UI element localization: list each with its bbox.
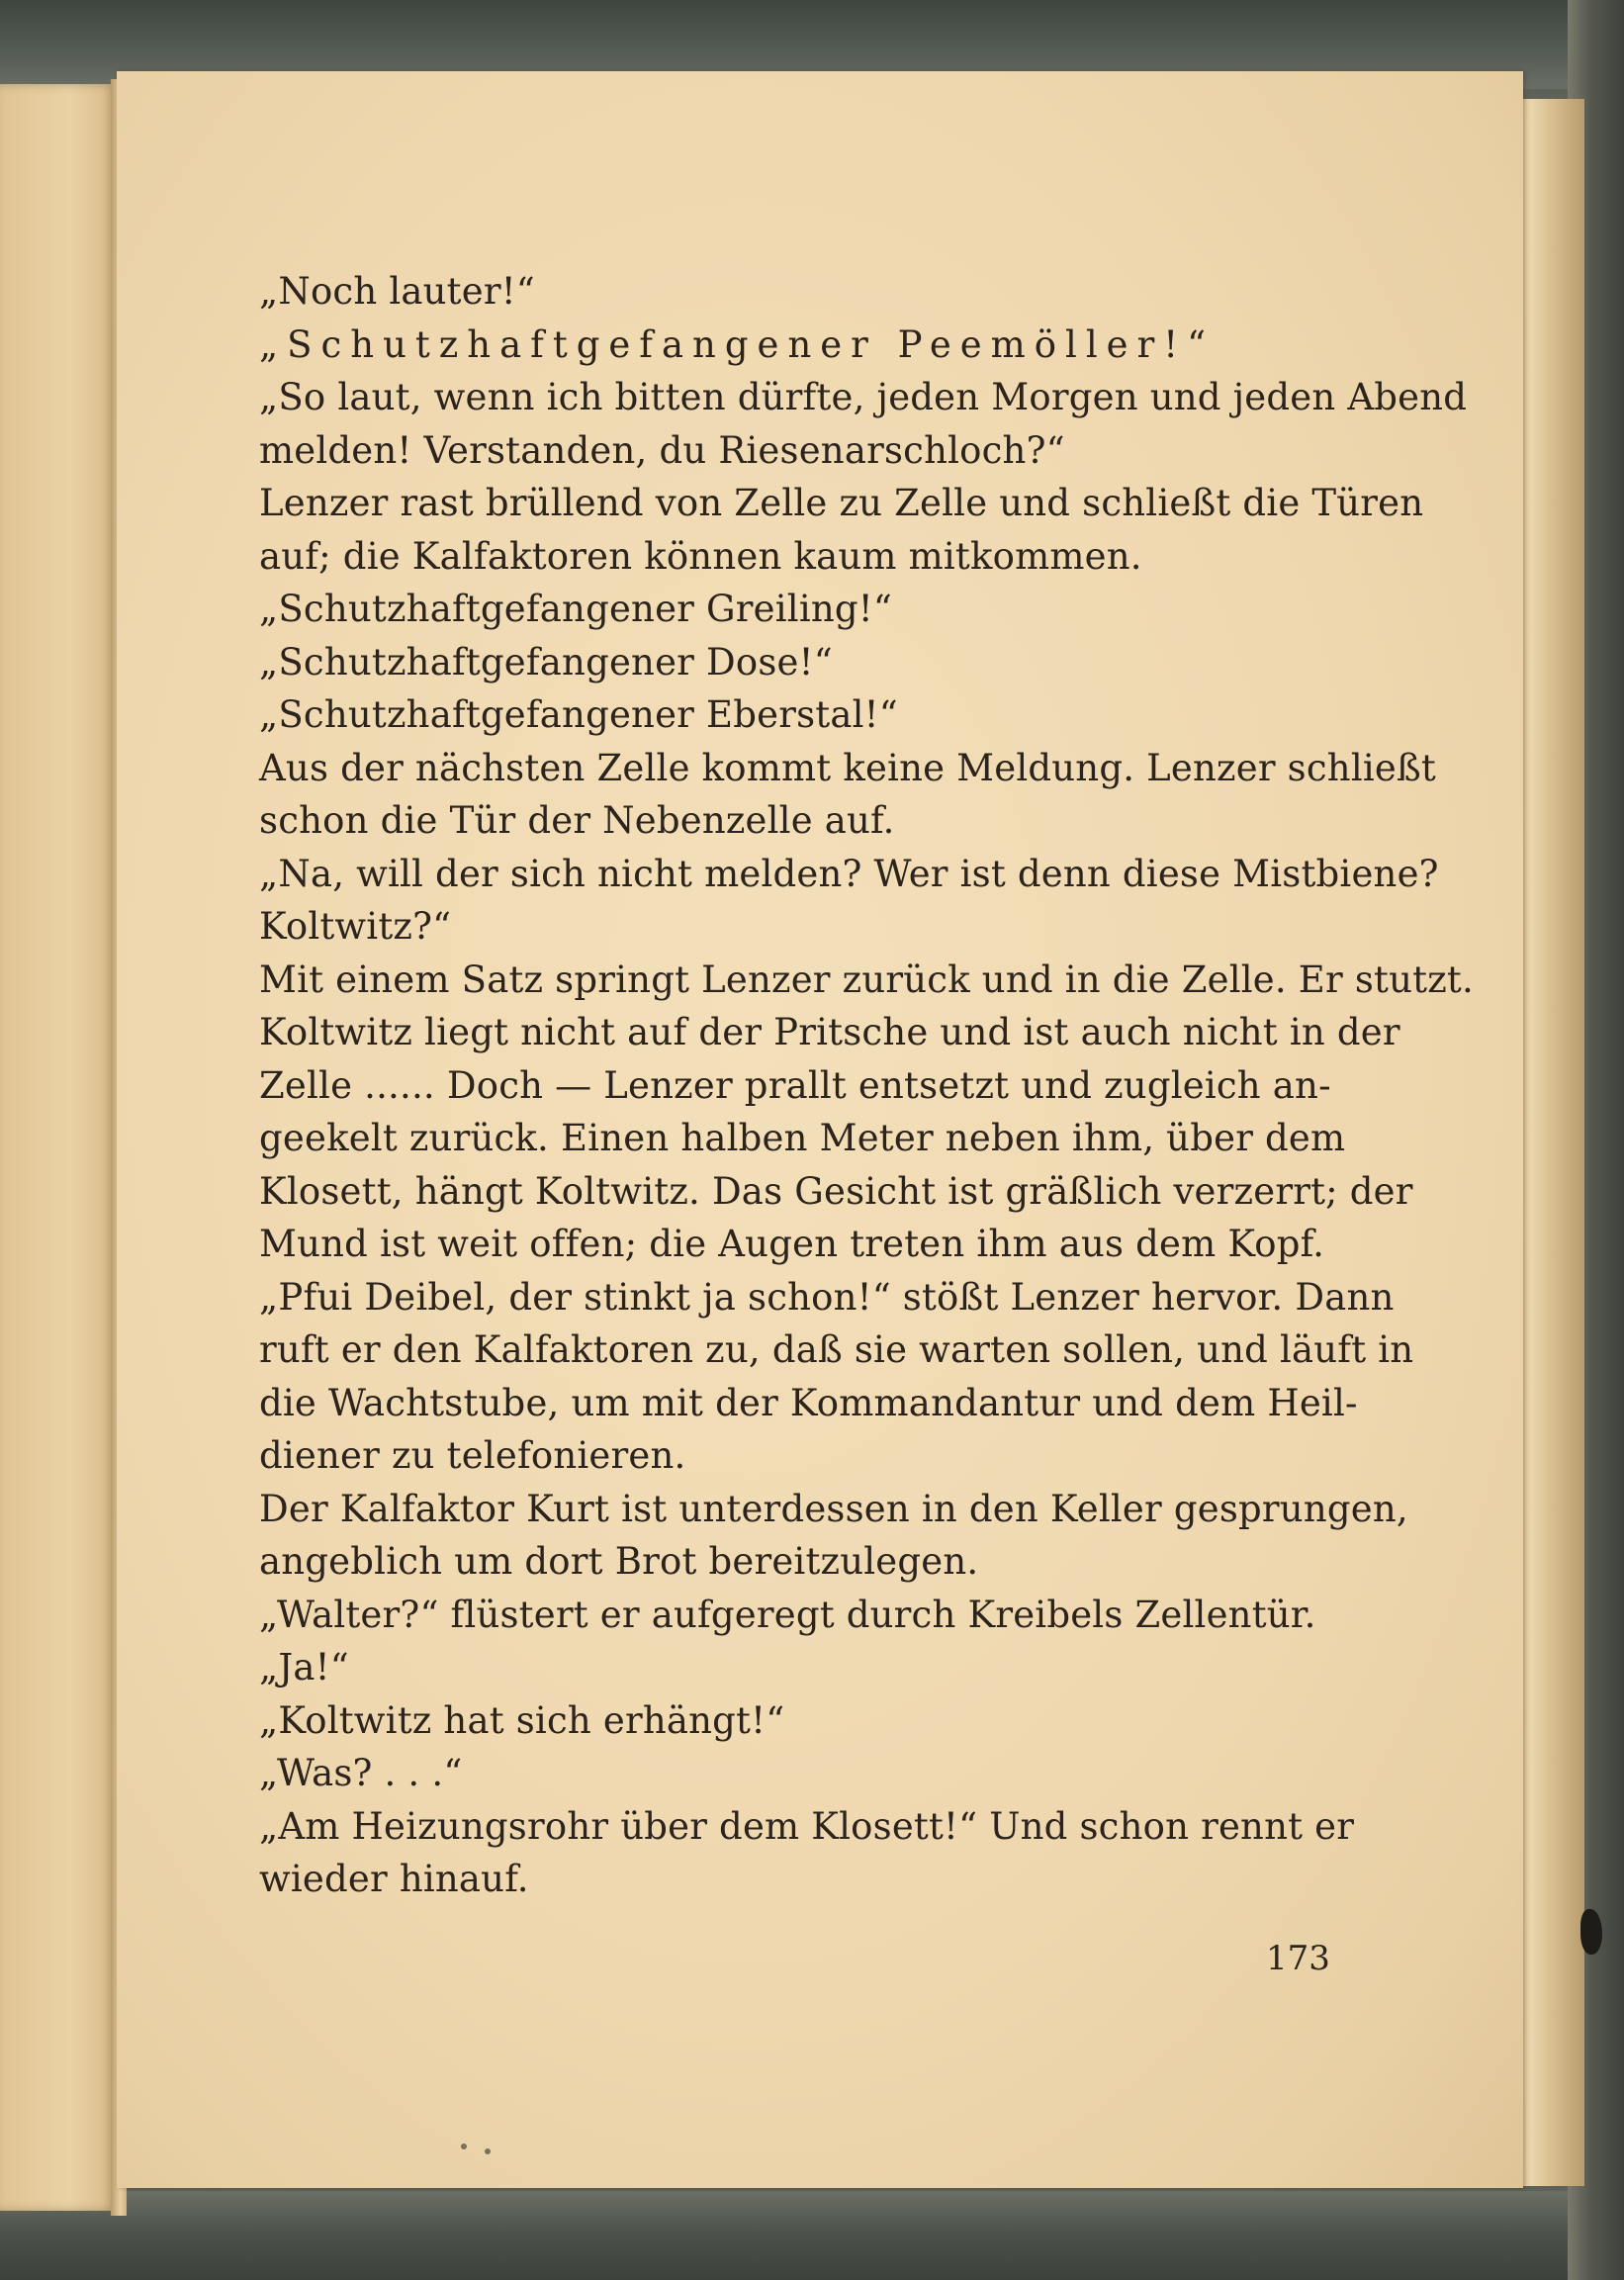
text-line: Mund ist weit offen; die Augen treten ihm aus dem Kopf. [259, 1223, 1325, 1265]
facing-page-edge [0, 84, 117, 2211]
text-line: „Schutzhaftgefangener Greiling!“ [259, 588, 892, 630]
text-line: geekelt zurück. Einen halben Meter neben ihm, über dem [259, 1117, 1346, 1159]
text-line: Koltwitz liegt nicht auf der Pritsche und ist auch nicht in der [259, 1011, 1400, 1053]
text-line: „Ja!“ [259, 1646, 349, 1688]
text-line: „Na, will der sich nicht melden? Wer ist denn diese Mistbiene? [259, 852, 1439, 895]
text-line: „So laut, wenn ich bitten dürfte, jeden Morgen und jeden Abend [259, 376, 1468, 418]
text-line: „Was? . . .“ [259, 1752, 463, 1794]
text-line: Klosett, hängt Koltwitz. Das Gesicht ist gräßlich verzerrt; der [259, 1169, 1413, 1213]
text-line: schon die Tür der Nebenzelle auf. [259, 799, 895, 842]
text-line: „Schutzhaftgefangener Dose!“ [259, 640, 833, 684]
text-line: auf; die Kalfaktoren können kaum mitkommen. [259, 534, 1142, 578]
text-line: ruft er den Kalfaktoren zu, daß sie warten sollen, und läuft in [259, 1328, 1414, 1371]
text-line: „Walter?“ flüstert er aufgeregt durch Kreibels Zellentür. [259, 1593, 1316, 1636]
text-line: melden! Verstanden, du Riesenarschloch?“ [259, 428, 1065, 472]
text-line: Der Kalfaktor Kurt ist unterdessen in den Keller gesprungen, [259, 1487, 1408, 1530]
text-line: Mit einem Satz springt Lenzer zurück und in die Zelle. Er stutzt. [259, 958, 1474, 1001]
text-line: wieder hinauf. [259, 1858, 529, 1900]
cover-tear [1580, 1909, 1602, 1955]
text-line: „Noch lauter!“ [259, 270, 535, 313]
ink-speck [461, 2143, 467, 2149]
text-line: diener zu telefonieren. [259, 1434, 686, 1477]
text-line: Aus der nächsten Zelle kommt keine Meldung. Lenzer schließt [259, 746, 1436, 789]
text-line: angeblich um dort Brot bereitzulegen. [259, 1540, 979, 1583]
text-line: Zelle ...... Doch — Lenzer prallt entsetzt und zugleich an- [259, 1063, 1331, 1107]
text-line: „Am Heizungsrohr über dem Klosett!“ Und schon rennt er [259, 1804, 1355, 1848]
page-number: 173 [1266, 1939, 1330, 1978]
text-line: die Wachtstube, um mit der Kommandantur und dem Heil- [259, 1381, 1358, 1424]
text-line: „Schutzhaftgefangener Eberstal!“ [259, 693, 898, 736]
book-cover-bottom [0, 2191, 1624, 2280]
text-line: „Schutzhaftgefangener Peemöller!“ [259, 322, 1216, 366]
text-line: „Koltwitz hat sich erhängt!“ [259, 1698, 785, 1742]
page-body-text [259, 265, 1474, 1906]
text-line: „Pfui Deibel, der stinkt ja schon!“ stößt Lenzer hervor. Dann [259, 1275, 1395, 1319]
ink-speck [485, 2148, 491, 2154]
text-line: Lenzer rast brüllend von Zelle zu Zelle und schließt die Türen [259, 482, 1424, 524]
text-line: Koltwitz?“ [259, 905, 452, 948]
